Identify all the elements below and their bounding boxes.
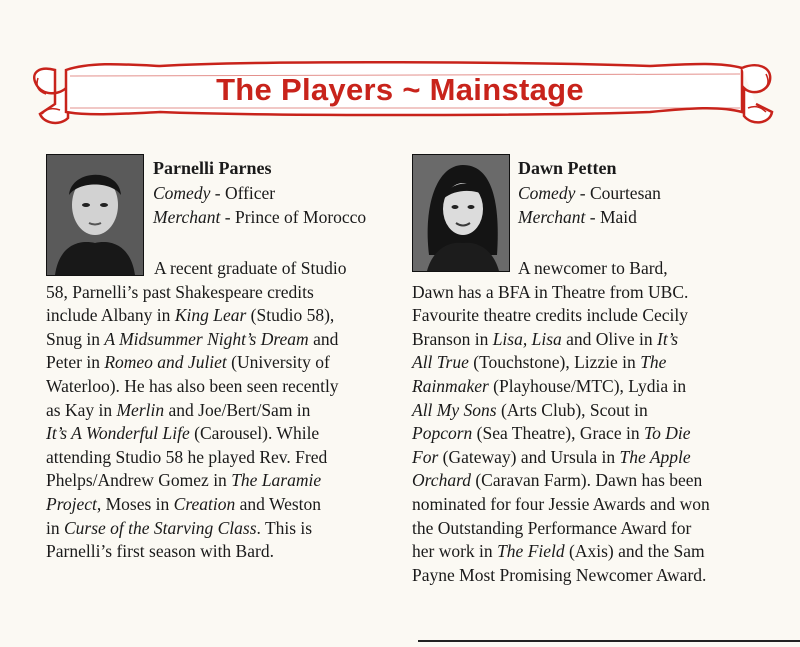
bio-text: as Kay in	[46, 399, 117, 420]
role-line	[153, 206, 366, 229]
role-line	[518, 182, 661, 205]
bio-text: and	[308, 328, 339, 349]
bio-text: (Caravan Farm). Dawn has been	[470, 470, 703, 491]
bio-text: attending Studio 58 he played Rev. Fred	[46, 446, 328, 467]
work-title: King Lear	[174, 305, 247, 326]
bio-line	[46, 304, 346, 328]
play-title: Merchant	[153, 207, 221, 227]
bio-line	[46, 328, 346, 352]
bio-line	[412, 517, 710, 541]
bio-text: (Studio 58),	[246, 305, 335, 326]
role-separator: -	[575, 183, 590, 203]
role-line	[153, 182, 275, 205]
bio-text: . This is	[256, 517, 313, 538]
bio-text: (Touchstone), Lizzie in	[468, 352, 641, 373]
bio-text: (Carousel). While	[189, 423, 320, 444]
bio-line	[412, 564, 710, 588]
player-name: Dawn Petten	[518, 158, 617, 178]
bio-text: (Gateway) and Ursula in	[438, 446, 620, 467]
player-bio	[46, 257, 346, 564]
bio-line	[46, 281, 346, 305]
bio-line	[46, 517, 346, 541]
bio-line	[46, 399, 346, 423]
bio-line	[412, 493, 710, 517]
bio-text: nominated for four Jessie Awards and won	[412, 493, 710, 514]
bio-text: A recent graduate of Studio	[154, 258, 347, 278]
bio-text: Peter in	[46, 352, 105, 373]
role-separator: -	[585, 207, 600, 227]
bio-line	[46, 257, 346, 281]
work-title: Popcorn	[412, 423, 473, 444]
divider	[418, 640, 800, 642]
work-title: The Apple	[619, 446, 691, 467]
bio-line	[46, 422, 346, 446]
work-title: It’s A Wonderful Life	[46, 423, 190, 444]
portrait-icon	[413, 155, 509, 271]
work-title: The Field	[497, 541, 565, 562]
role-part: Courtesan	[589, 183, 661, 203]
bio-line	[46, 469, 346, 493]
work-title: A Midsummer Night’s Dream	[104, 328, 309, 349]
bio-line	[412, 446, 710, 470]
bio-line	[46, 493, 346, 517]
role-separator: -	[220, 207, 235, 227]
bio-line	[46, 351, 346, 375]
bio-text: the Outstanding Performance Award for	[412, 517, 692, 538]
bio-text: Favourite theatre credits include Cecily	[412, 305, 689, 326]
role-part: Prince of Morocco	[234, 207, 367, 227]
page-title: The Players ~ Mainstage	[216, 72, 584, 107]
bio-text: include Albany in	[46, 305, 175, 326]
bio-text: and Weston	[235, 493, 322, 514]
bio-text: A newcomer to Bard,	[518, 258, 668, 278]
player-name: Parnelli Parnes	[153, 158, 272, 178]
bio-text: and Joe/Bert/Sam in	[164, 399, 311, 420]
bio-text: Branson in	[412, 328, 493, 349]
bio-text: (Axis) and the Sam	[564, 541, 705, 562]
work-title: Creation	[173, 493, 236, 514]
role-part: Officer	[224, 183, 276, 203]
bio-line	[412, 375, 710, 399]
bio-line	[412, 540, 710, 564]
work-title: For	[412, 446, 439, 467]
headshot-dawn-petten	[412, 154, 510, 272]
bio-text: Parnelli’s first season with Bard.	[46, 541, 274, 562]
bio-text: , Moses in	[96, 493, 174, 514]
bio-text: Phelps/Andrew Gomez in	[46, 470, 232, 491]
work-title: Curse of the Starving Class	[64, 517, 257, 538]
work-title: The	[640, 352, 667, 373]
play-title: Merchant	[518, 207, 586, 227]
bio-text: (Sea Theatre), Grace in	[472, 423, 644, 444]
role-part: Maid	[599, 207, 637, 227]
work-title: Project	[46, 493, 97, 514]
bio-text: (University of	[226, 352, 330, 373]
bio-line	[412, 328, 710, 352]
role-separator: -	[210, 183, 225, 203]
work-title: To Die	[643, 423, 691, 444]
work-title: Romeo and Juliet	[104, 352, 227, 373]
bio-line	[412, 422, 710, 446]
work-title: Rainmaker	[412, 375, 489, 396]
bio-text: and Olive in	[561, 328, 658, 349]
bio-line	[412, 399, 710, 423]
work-title: Merlin	[116, 399, 165, 420]
bio-text: Payne Most Promising Newcomer Award.	[412, 564, 707, 585]
bio-text: in	[46, 517, 64, 538]
bio-line	[412, 351, 710, 375]
play-title: Comedy	[153, 183, 211, 203]
bio-text: Dawn has a BFA in Theatre from UBC.	[412, 281, 689, 302]
play-title: Comedy	[518, 183, 576, 203]
bio-text: 58, Parnelli’s past Shakespeare credits	[46, 281, 314, 302]
work-title: Lisa, Lisa	[492, 328, 562, 349]
bio-line	[46, 446, 346, 470]
bio-line	[46, 375, 346, 399]
bio-line	[412, 257, 710, 281]
bio-text: (Playhouse/MTC), Lydia in	[488, 375, 687, 396]
bio-line	[412, 281, 710, 305]
bio-line	[412, 304, 710, 328]
bio-line	[46, 540, 346, 564]
role-line	[518, 206, 637, 229]
work-title: Orchard	[412, 470, 471, 491]
work-title: All My Sons	[412, 399, 497, 420]
bio-text: (Arts Club), Scout in	[496, 399, 648, 420]
bio-text: Snug in	[46, 328, 105, 349]
work-title: It’s	[657, 328, 679, 349]
bio-text: her work in	[412, 541, 498, 562]
player-bio	[412, 257, 710, 587]
work-title: The Laramie	[231, 470, 322, 491]
bio-line	[412, 469, 710, 493]
bio-text: Waterloo). He has also been seen recently	[46, 375, 339, 396]
work-title: All True	[412, 352, 469, 373]
